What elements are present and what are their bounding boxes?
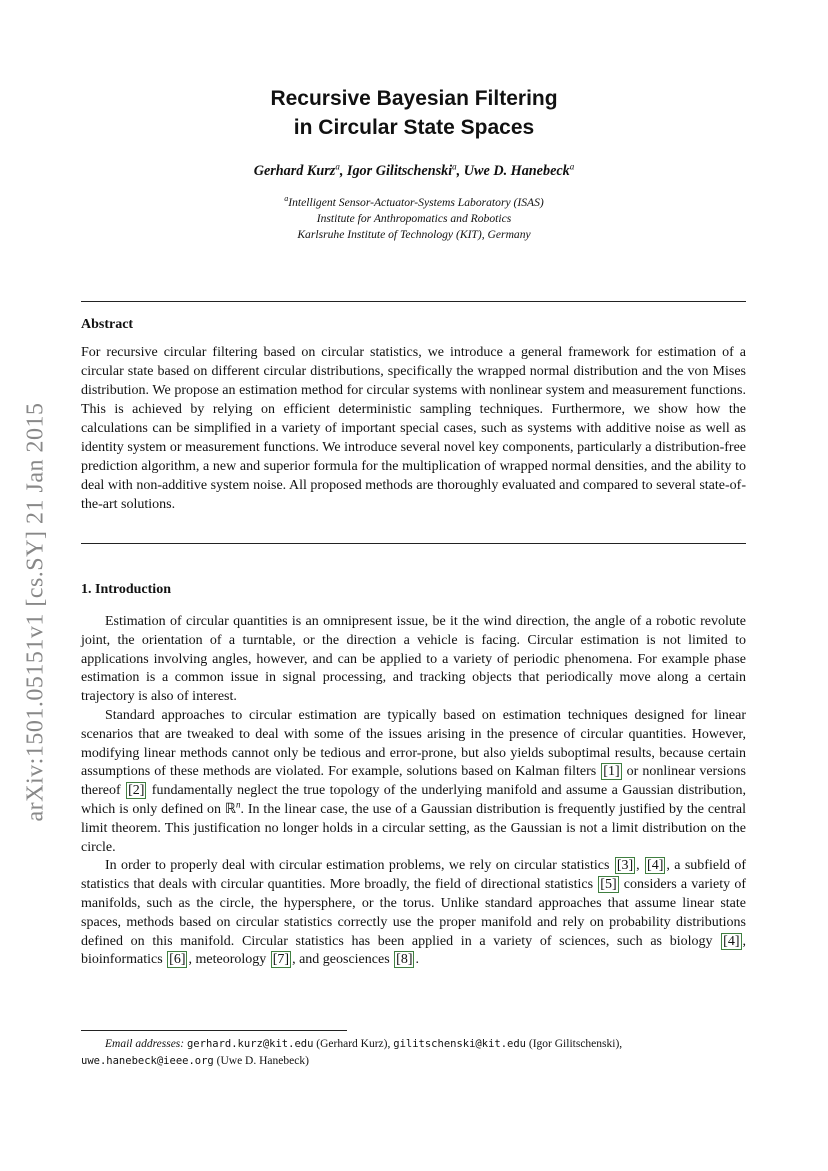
introduction-body [81, 613, 746, 970]
affiliation-line-1: Intelligent Sensor-Actuator-Systems Laboratory (ISAS) [288, 196, 544, 209]
affiliation-mark: a [284, 194, 289, 204]
author-affiliation-mark: a [452, 161, 457, 172]
citation-link[interactable]: [8] [396, 952, 413, 968]
abstract-top-rule [81, 301, 746, 302]
abstract-text: For recursive circular filtering based on circular statistics, we introduce a general framework for estimation of a circular state based on different circular distributions, specifically the wrapped normal distribution and the von Mises distribution. We propose an estimation method for circular systems with nonlinear system and measurement functions. This is achieved by relying on efficient deterministic sampling techniques. Furthermore, we show how the calculations can be simplified in a variety of important special cases, such as systems with additive noise as well as identity system or measurement functions. We introduce several novel key components, particularly a distribution-free prediction algorithm, a new and superior formula for the multiplication of wrapped normal densities, and the ability to deal with non-additive system noise. All proposed methods are thoroughly evaluated and compared to several state-of-the-art solutions. [81, 345, 746, 512]
paper-title [0, 84, 828, 142]
affiliation [0, 195, 828, 243]
paragraph: Standard approaches to circular estimation are typically based on estimation techniques designed for linear scenarios that are tweaked to deal with some of the issues arising in the presence of circular quantities. However, modifying linear methods cannot only be tedious and error-prone, but also yields suboptimal results, because certain assumptions of these methods are violated. For example, solutions based on Kalman filters [1] or nonlinear versions thereof [2] fundamentally neglect the true topology of the underlying manifold and assume a Gaussian distribution, which is only defined on ℝ$^n$. In the linear case, the use of a Gaussian distribution is frequently justified by the central limit theorem. This justification no longer holds in a circular setting, as the Gaussian is not a limit distribution on the circle. [81, 707, 746, 855]
arxiv-identifier: arXiv:1501.05151v1 [cs.SY] 21 Jan 2015 [22, 402, 49, 822]
email-link[interactable]: uwe.hanebeck@ieee.org [81, 1055, 214, 1067]
citation-link[interactable]: [4] [723, 933, 740, 949]
title-line-2: in Circular State Spaces [293, 116, 535, 139]
author-list: Gerhard Kurz$^a$, Igor Gilitschenski$^a$, Uwe D. Hanebeck$^a$ [253, 161, 575, 179]
superscript-n: n [235, 799, 241, 810]
author-name: Gerhard Kurz [253, 163, 336, 179]
title-line-1: Recursive Bayesian Filtering [270, 87, 558, 110]
paragraph: Estimation of circular quantities is an omnipresent issue, be it the wind direction, the angle of a robotic revolute joint, the orientation of a turntable, or the direction a vehicle is facing. Circular estimation is not limited to applications involving angles, however, and can be applied to a variety of periodic phenomena. For example phase estimation is a common issue in signal processing, and tracking objects that periodically move along a certain trajectory is also of interest. [81, 614, 746, 705]
citation-link[interactable]: [2] [128, 783, 145, 799]
footnote-rule [81, 1030, 347, 1031]
affiliation-line-2: Institute for Anthropomatics and Robotics [316, 212, 512, 225]
citation-link[interactable]: [1] [603, 764, 620, 780]
citation-link[interactable]: [5] [600, 877, 617, 893]
author-name: Igor Gilitschenski [346, 163, 453, 179]
author-affiliation-mark: a [569, 161, 575, 172]
citation-link[interactable]: [3] [616, 858, 634, 874]
email-link[interactable]: gerhard.kurz@kit.edu [186, 1038, 314, 1050]
footnote-email-addresses: Email addresses: gerhard.kurz@kit.edu (Gerhard Kurz), gilitschenski@kit.edu (Igor Gilitschenski), uwe.hanebeck@ieee.org (Uwe D. Hanebeck) [81, 1038, 623, 1067]
paragraph: In order to properly deal with circular estimation problems, we rely on circular statistics [3] , [4] , a subfield of statistics that deals with circular quantities. More broadly, the field of directional statistics [5] considers a variety of manifolds, such as the circle, the hypersphere, or the torus. Unlike standard approaches that assume linear state spaces, methods based on circular statistics correctly use the proper manifold and rely on probability distributions defined on this manifold. Circular statistics has been applied in a variety of sciences, such as biology [4] , bioinformatics [6] , meteorology [7] , and geosciences [8] . [81, 858, 747, 968]
footnote-label: Email addresses: [105, 1038, 185, 1050]
citation-link[interactable]: [4] [647, 858, 664, 874]
citation-link[interactable]: [7] [272, 952, 290, 968]
abstract-bottom-rule [81, 543, 746, 544]
author-name: Uwe D. Hanebeck [463, 163, 570, 179]
section-heading-introduction: 1. Introduction [81, 582, 171, 597]
author-affiliation-mark: a [335, 161, 340, 172]
citation-link[interactable]: [6] [169, 952, 186, 968]
email-link[interactable]: gilitschenski@kit.edu [393, 1038, 527, 1050]
affiliation-line-3: Karlsruhe Institute of Technology (KIT), Germany [297, 228, 531, 241]
abstract-heading: Abstract [81, 317, 134, 332]
